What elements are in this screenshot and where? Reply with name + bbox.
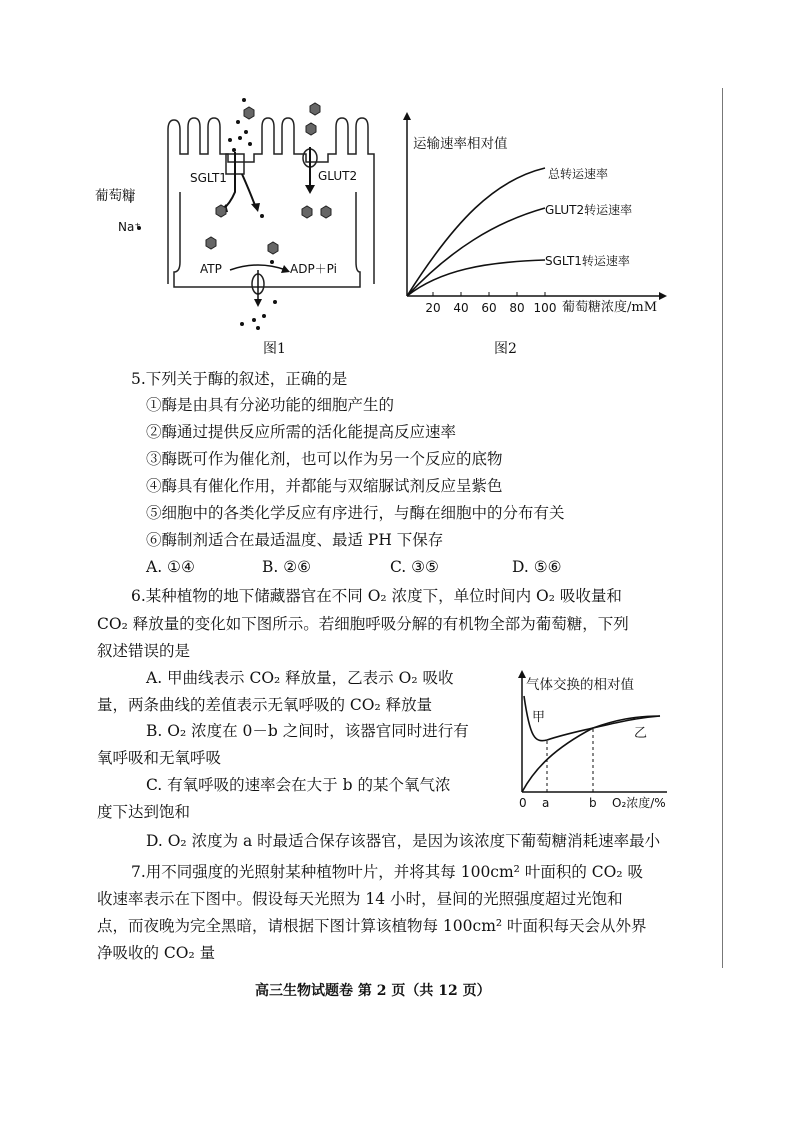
q5-option-a: A. ①④ (146, 558, 195, 576)
q7-line: 7.用不同强度的光照射某种植物叶片，并将其每 100cm² 叶面积的 CO₂ 吸 (131, 863, 643, 881)
x-tick-label: 40 (453, 301, 469, 315)
q6-xlabel: O₂浓度/% (612, 796, 666, 810)
q6-line: 叙述错误的是 (97, 642, 191, 660)
figure1-caption: 图1 (263, 341, 286, 357)
series-sglt1-label: SGLT1转运速率 (545, 254, 630, 268)
figure2-xlabel: 葡萄糖浓度/mM (562, 300, 658, 315)
total-rate-curve (407, 168, 545, 296)
glucose-label: 葡萄糖 (95, 188, 136, 204)
figure1-diagram (130, 92, 400, 337)
q6-line: CO₂ 释放量的变化如下图所示。若细胞呼吸分解的有机物全部为葡萄糖，下列 (97, 615, 629, 633)
figure2-caption: 图2 (494, 341, 517, 357)
q6-option-b: B. O₂ 浓度在 0－b 之间时，该器官同时进行有 (146, 722, 469, 740)
series-glut2-label: GLUT2转运速率 (545, 203, 633, 217)
adp-label: ADP＋Pi (290, 262, 337, 276)
q7-line: 收速率表示在下图中。假设每天光照为 14 小时，昼间的光照强度超过光饱和 (97, 890, 623, 908)
figure2-ylabel: 运输速率相对值 (413, 136, 508, 152)
sglt1-label: SGLT1 (190, 171, 227, 185)
q6-option-d: D. O₂ 浓度为 a 时最适合保存该器官，是因为该浓度下葡萄糖消耗速率最小 (146, 832, 661, 850)
q7-line: 净吸收的 CO₂ 量 (97, 944, 216, 962)
q6-option-a: A. 甲曲线表示 CO₂ 释放量，乙表示 O₂ 吸收 (146, 669, 454, 687)
q5-option-c: C. ③⑤ (390, 558, 439, 576)
q5-option-b: B. ②⑥ (262, 558, 312, 576)
q6-tick-a: a (542, 796, 550, 810)
q5-item: ①酶是由具有分泌功能的细胞产生的 (146, 396, 395, 414)
q5-item: ⑥酶制剂适合在最适温度、最适 PH 下保存 (146, 531, 444, 549)
na-label: Na⁺ (118, 220, 141, 234)
q6-line: 度下达到饱和 (97, 803, 191, 821)
q6-series-jia: 甲 (532, 710, 546, 725)
q6-line: 氧呼吸和无氧呼吸 (97, 749, 222, 767)
q6-series-yi: 乙 (634, 726, 648, 741)
q6-line: 量，两条曲线的差值表示无氧呼吸的 CO₂ 释放量 (97, 696, 433, 714)
q7-line: 点，而夜晚为完全黑暗，请根据下图计算该植物每 100cm² 叶面积每天会从外界 (97, 917, 647, 935)
x-axis-arrow (659, 292, 667, 300)
y-axis-arrow (403, 112, 411, 120)
q5-option-d: D. ⑤⑥ (512, 558, 562, 576)
q6-tick-b: b (589, 796, 597, 810)
q5-stem: 5.下列关于酶的叙述，正确的是 (131, 370, 348, 388)
q6-option-c: C. 有氧呼吸的速率会在大于 b 的某个氧气浓 (146, 776, 451, 794)
page-footer: 高三生物试题卷 第 2 页（共 12 页） (255, 983, 491, 999)
q5-item: ②酶通过提供反应所需的活化能提高反应速率 (146, 423, 457, 441)
cell-membrane (168, 118, 374, 202)
atp-label: ATP (200, 262, 222, 276)
x-tick-label: 100 (533, 301, 557, 315)
x-tick-label: 20 (425, 301, 441, 315)
glut2-label: GLUT2 (318, 169, 358, 183)
q6-ylabel: 气体交换的相对值 (526, 677, 634, 693)
x-tick-label: 80 (509, 301, 525, 315)
x-tick-label: 60 (481, 301, 497, 315)
y-axis-arrow (518, 670, 526, 678)
q6-tick-0: 0 (519, 796, 527, 810)
q6-line: 6.某种植物的地下储藏器官在不同 O₂ 浓度下，单位时间内 O₂ 吸收量和 (131, 587, 622, 605)
q5-item: ③酶既可作为催化剂，也可以作为另一个反应的底物 (146, 450, 503, 468)
q5-item: ④酶具有催化作用，并都能与双缩脲试剂反应呈紫色 (146, 477, 503, 495)
margin-line (722, 88, 723, 968)
series-total-label: 总转运速率 (548, 167, 609, 181)
q5-item: ⑤细胞中的各类化学反应有序进行，与酶在细胞中的分布有关 (146, 504, 565, 522)
